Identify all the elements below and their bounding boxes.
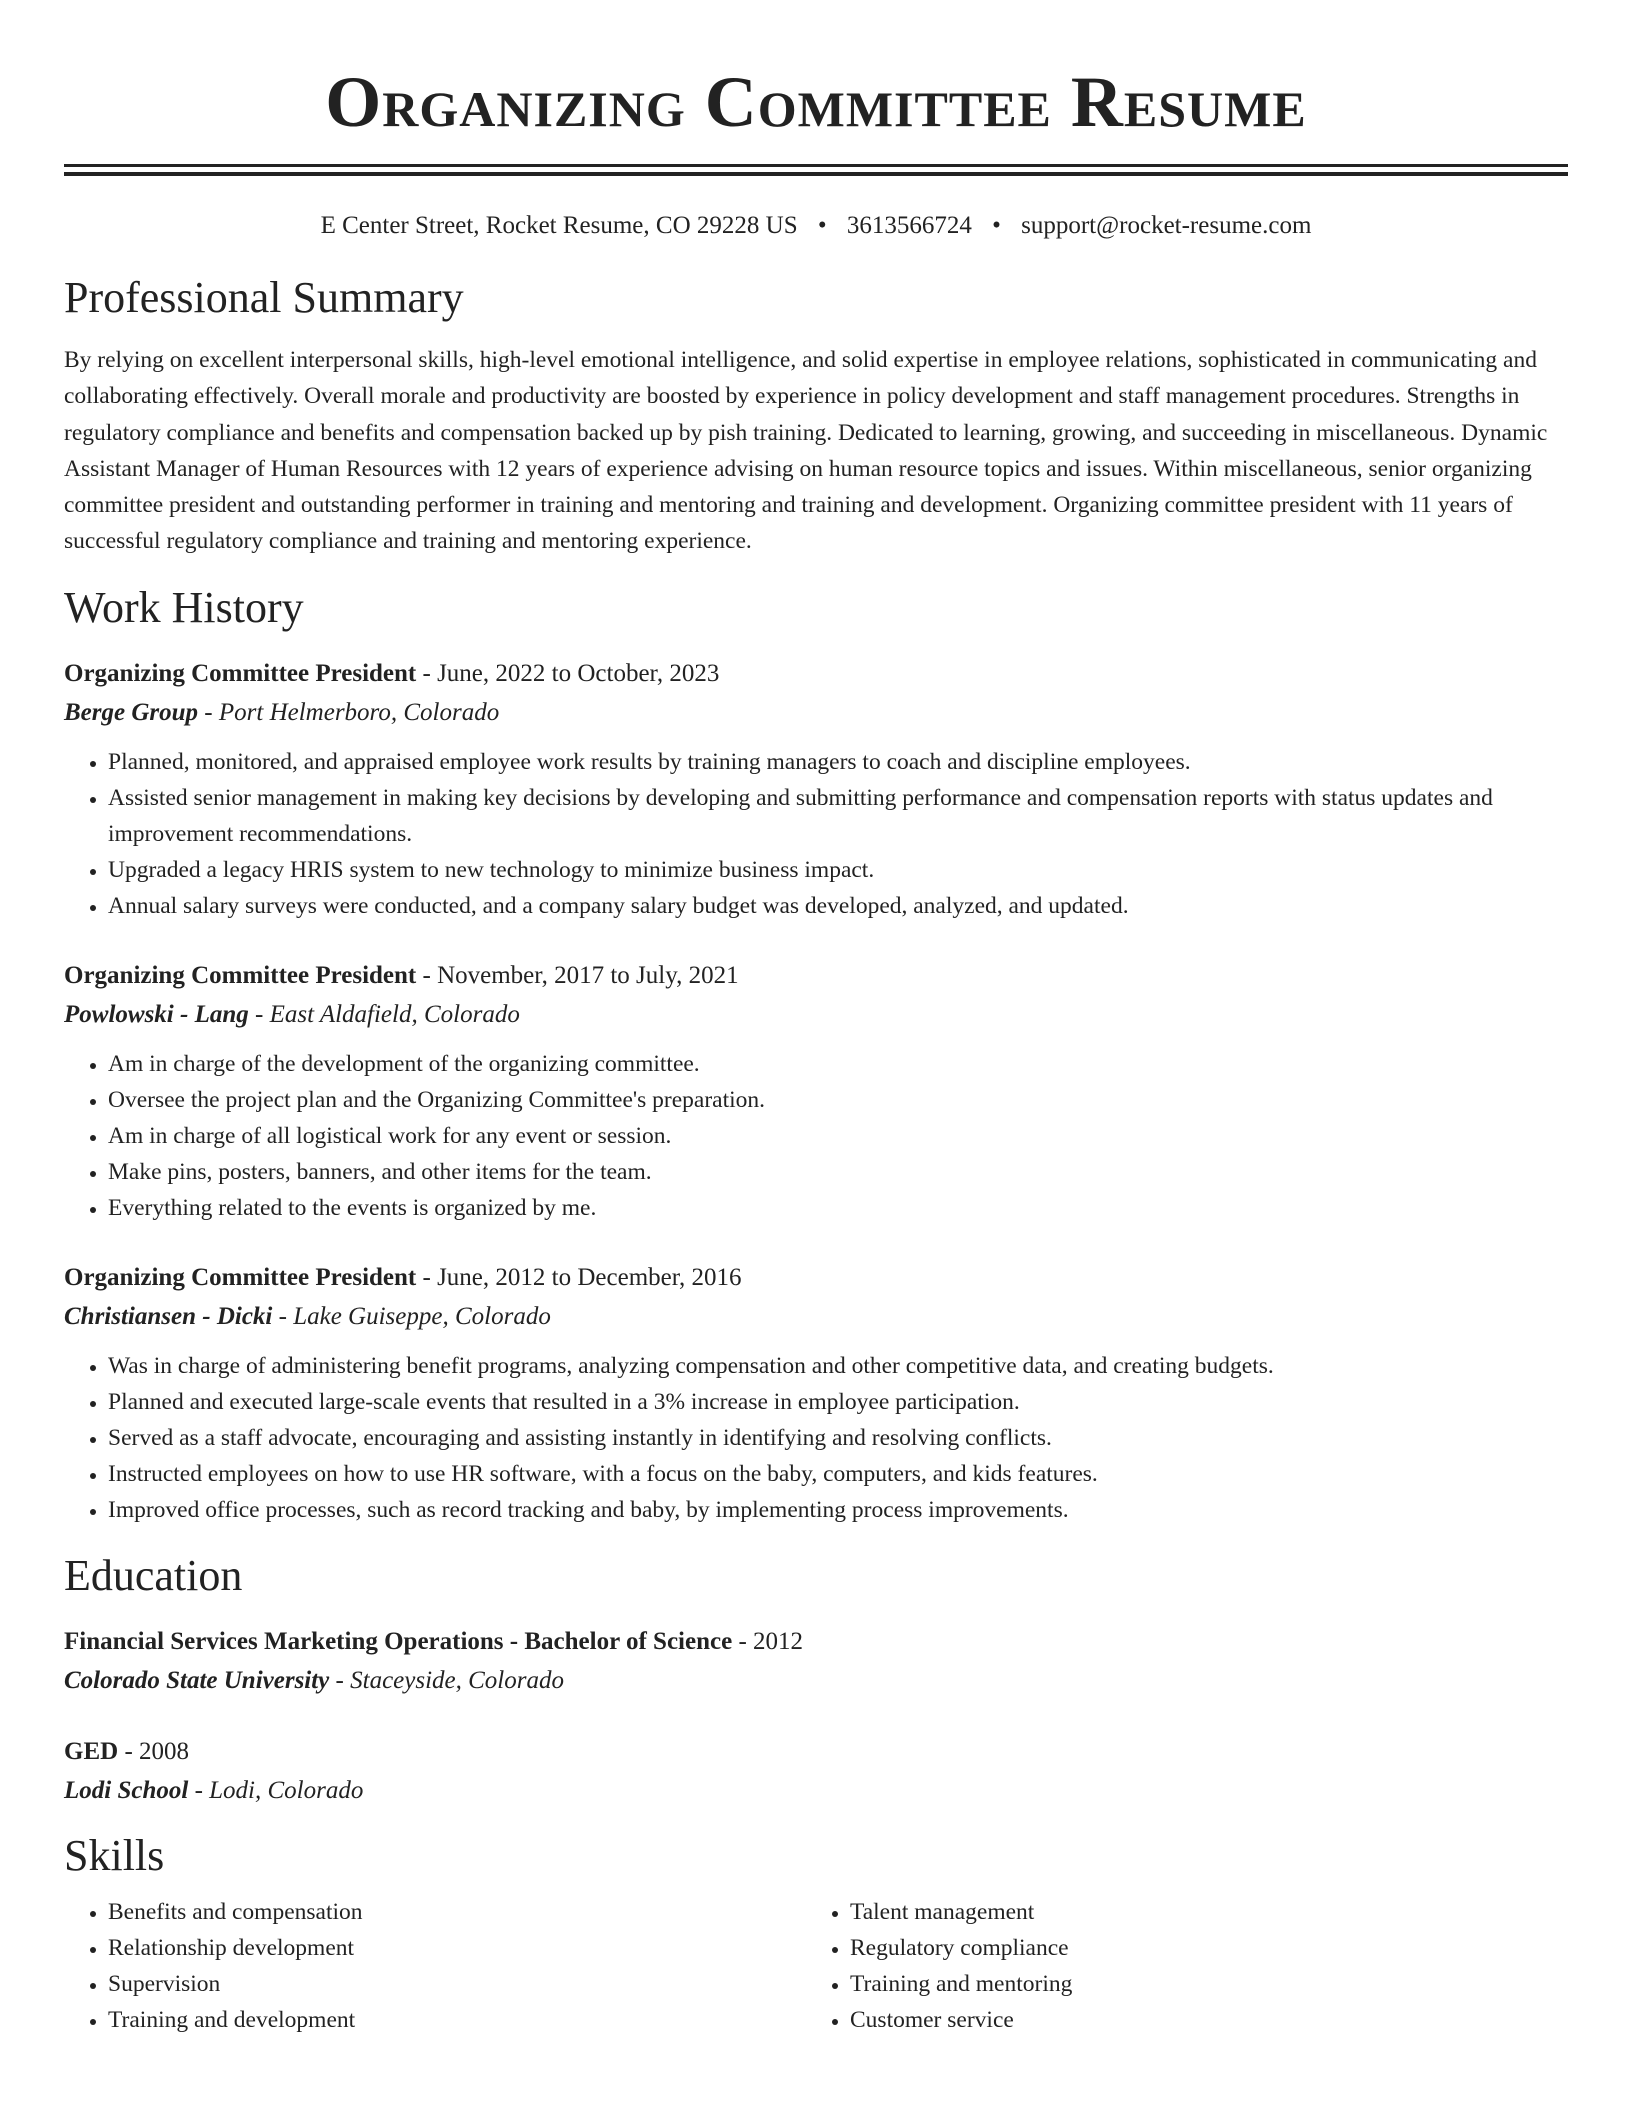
job-bullet: • Everything related to the events is organized by me.: [108, 1190, 1568, 1226]
skill-item: • Relationship development: [108, 1930, 806, 1966]
job-bullet: • Am in charge of all logistical work for any event or session.: [108, 1118, 1568, 1154]
job-title-line: [64, 1258, 1568, 1297]
contact-line: [64, 210, 1568, 242]
education-school-line: [64, 1771, 1568, 1810]
dash: -: [416, 961, 438, 989]
skill-item: • Training and mentoring: [850, 1966, 1548, 2002]
job-company-line: [64, 1297, 1568, 1336]
dash: -: [272, 1302, 294, 1330]
education-location: Staceyside, Colorado: [350, 1666, 564, 1694]
job-bullet: • Was in charge of administering benefit programs, analyzing compensation and other competitive data, and creating budgets.: [108, 1348, 1568, 1384]
education-year: 2012: [753, 1627, 804, 1655]
job-entry: [64, 654, 1568, 924]
education-school: Lodi School: [64, 1776, 189, 1804]
job-bullet: • Improved office processes, such as record tracking and baby, by implementing process improvements.: [108, 1492, 1568, 1528]
job-bullet: • Upgraded a legacy HRIS system to new technology to minimize business impact.: [108, 852, 1568, 888]
contact-phone: 3613566724: [846, 212, 972, 239]
job-location: Port Helmerboro, Colorado: [218, 698, 500, 726]
work-history-heading: Work History: [64, 582, 304, 632]
dash: -: [732, 1627, 754, 1655]
education-entry: [64, 1732, 1568, 1810]
contact-separator: •: [992, 212, 1001, 239]
job-company-line: [64, 995, 1568, 1034]
job-title: Organizing Committee President: [64, 961, 417, 989]
skills-columns: [64, 1894, 1568, 2038]
skill-item: • Regulatory compliance: [850, 1930, 1548, 1966]
education-entry: [64, 1622, 1568, 1700]
resume-title: Organizing Committee Resume: [325, 62, 1307, 142]
skills-heading: Skills: [64, 1830, 165, 1880]
dash: -: [416, 659, 438, 687]
job-title-line: [64, 654, 1568, 693]
job-title: Organizing Committee President: [64, 1263, 417, 1291]
job-bullet: • Make pins, posters, banners, and other items for the team.: [108, 1154, 1568, 1190]
dash: -: [118, 1737, 140, 1765]
job-entry: [64, 1258, 1568, 1528]
job-title: Organizing Committee President: [64, 659, 417, 687]
dash: -: [416, 1263, 438, 1291]
skills-list-left: [64, 1894, 806, 2038]
education-degree-line: [64, 1622, 1568, 1661]
title-rule-bottom: [64, 172, 1568, 176]
contact-address: E Center Street, Rocket Resume, CO 29228 US: [320, 212, 798, 239]
skills-list-right: [806, 1894, 1548, 2038]
education-year: 2008: [139, 1737, 190, 1765]
job-bullets: [64, 744, 1568, 924]
job-company: Powlowski - Lang: [64, 1000, 249, 1028]
education-school-line: [64, 1661, 1568, 1700]
contact-email[interactable]: support@rocket-resume.com: [1021, 212, 1312, 239]
summary-text: By relying on excellent interpersonal skills, high-level emotional intelligence, and solid expertise in employee relations, sophisticated in communicating and collaborating effectively. Overall morale and productivity are boosted by experience in policy development and staff management procedures. Strengths in regulatory compliance and benefits and compensation backed up by pish training. Dedicated to learning, growing, and succeeding in miscellaneous. Dynamic Assistant Manager of Human Resources with 12 years of experience advising on human resource topics and issues. Within miscellaneous, senior organizing committee president and outstanding performer in training and mentoring and training and development. Organizing committee president with 11 years of successful regulatory compliance and training and mentoring experience.: [64, 347, 1548, 555]
job-company: Christiansen - Dicki: [64, 1302, 273, 1330]
job-company-line: [64, 693, 1568, 732]
skill-item: • Training and development: [108, 2002, 806, 2038]
job-dates: November, 2017 to July, 2021: [437, 961, 739, 989]
skill-item: • Benefits and compensation: [108, 1894, 806, 1930]
education-degree: GED: [64, 1737, 119, 1765]
dash: -: [329, 1666, 351, 1694]
job-bullet: • Served as a staff advocate, encouraging and assisting instantly in identifying and resolving conflicts.: [108, 1420, 1568, 1456]
job-bullet: • Planned, monitored, and appraised employee work results by training managers to coach and discipline employees.: [108, 744, 1568, 780]
job-location: Lake Guiseppe, Colorado: [293, 1302, 551, 1330]
job-title-line: [64, 956, 1568, 995]
dash: -: [188, 1776, 210, 1804]
job-bullet: • Annual salary surveys were conducted, and a company salary budget was developed, analyzed, and updated.: [108, 888, 1568, 924]
job-bullet: • Assisted senior management in making key decisions by developing and submitting performance and compensation reports with status updates and improvement recommendations.: [108, 780, 1568, 852]
job-location: East Aldafield, Colorado: [269, 1000, 520, 1028]
education-degree-line: [64, 1732, 1568, 1771]
dash: -: [198, 698, 219, 726]
job-bullet: • Planned and executed large-scale events that resulted in a 3% increase in employee participation.: [108, 1384, 1568, 1420]
skill-item: • Customer service: [850, 2002, 1548, 2038]
skill-item: • Supervision: [108, 1966, 806, 2002]
education-location: Lodi, Colorado: [209, 1776, 364, 1804]
job-bullet: • Am in charge of the development of the organizing committee.: [108, 1046, 1568, 1082]
job-dates: June, 2012 to December, 2016: [437, 1263, 742, 1291]
job-company: Berge Group: [64, 698, 199, 726]
contact-separator: •: [817, 212, 827, 239]
job-bullets: [64, 1046, 1568, 1226]
summary-heading: Professional Summary: [64, 273, 464, 322]
education-heading: Education: [64, 1550, 243, 1600]
job-bullets: [64, 1348, 1568, 1528]
job-entry: [64, 956, 1568, 1226]
dash: -: [248, 1000, 270, 1028]
job-bullet: • Instructed employees on how to use HR software, with a focus on the baby, computers, and kids features.: [108, 1456, 1568, 1492]
education-school: Colorado State University: [64, 1666, 330, 1694]
title-rule-top: [64, 164, 1568, 167]
job-bullet: • Oversee the project plan and the Organizing Committee's preparation.: [108, 1082, 1568, 1118]
job-dates: June, 2022 to October, 2023: [437, 659, 720, 687]
education-degree: Financial Services Marketing Operations - Bachelor of Science: [64, 1627, 733, 1655]
skill-item: • Talent management: [850, 1894, 1548, 1930]
